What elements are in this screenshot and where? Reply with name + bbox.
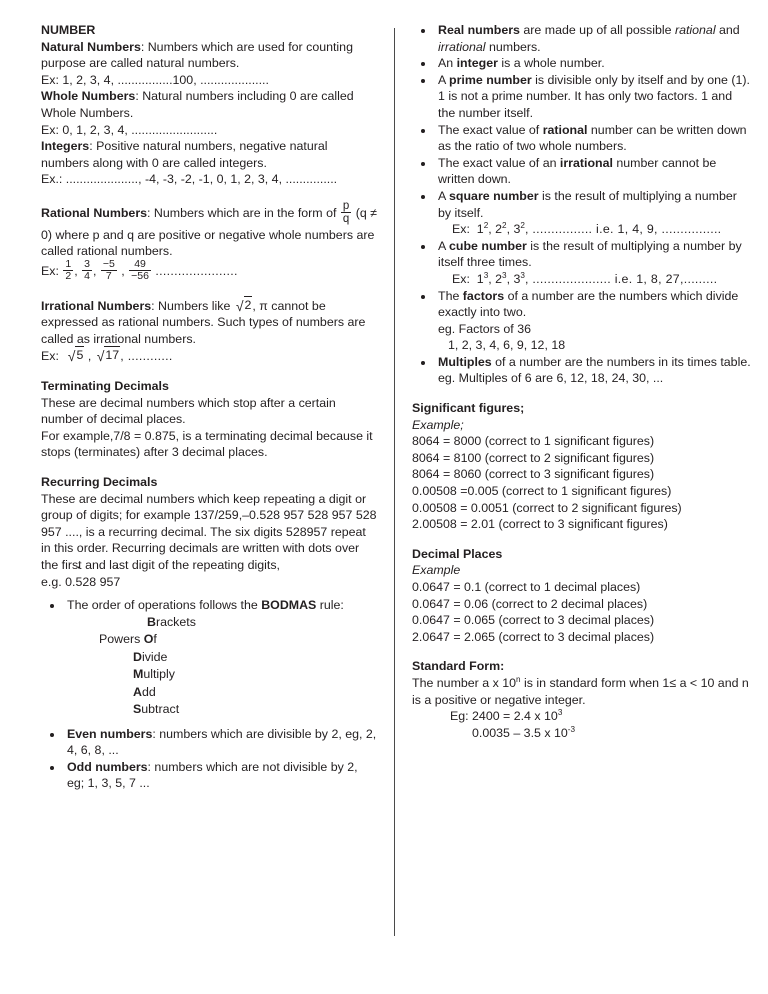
real-numbers-term: Real numbers — [438, 23, 520, 37]
spacer — [412, 645, 752, 658]
decimal-places-line: 0.0647 = 0.065 (correct to 3 decimal places) — [412, 613, 655, 628]
left-column — [41, 22, 377, 792]
terminating-decimals-example: For example,7/8 = 0.875, is a terminating decimal because it stops (terminates) after 3 decimal places. — [41, 428, 373, 460]
rational-example-label: Ex: — [41, 264, 59, 279]
significant-figures-line: 0.00508 = 0.0051 (correct to 2 significant figures) — [412, 500, 682, 515]
real-numbers-text-1: are made up of all possible — [519, 23, 675, 37]
cube-base-1: 1 — [476, 271, 484, 286]
square-number-bullet — [412, 188, 752, 238]
bodmas-initial: O — [143, 632, 154, 647]
significant-figures-line: 8064 = 8000 (correct to 1 significant figures) — [412, 434, 655, 449]
spacer — [412, 387, 752, 400]
cube-exponent: 3 — [483, 270, 489, 280]
integers-definition — [41, 138, 377, 171]
sqrt-5 — [66, 347, 85, 365]
square-text-2: is the result of multiplying a number by itself. — [438, 188, 737, 220]
decimal-places-line: 0.0647 = 0.06 (correct to 2 decimal places) — [412, 596, 648, 611]
fraction-numerator: 1 — [65, 257, 72, 270]
fraction-numerator: 3 — [84, 257, 90, 270]
square-number-example: Ex: $1^2$, $2^2$, $3^2$, ................ i.e. 1, 4, 9, ................ — [452, 221, 722, 237]
integers-example: Ex.: ....................., -4, -3, -2, -1, 0, 1, 2, 3, 4, ............... — [41, 172, 338, 187]
spacer — [412, 533, 752, 546]
prime-term: prime number — [449, 72, 532, 87]
left-bullet-list — [41, 597, 377, 614]
standard-form-text-2: is in standard form when 1≤ a < 10 and n is a positive or negative integer. — [412, 675, 749, 707]
factors-bullet — [412, 288, 752, 354]
column-divider — [394, 28, 395, 936]
radical-sign: √ — [67, 348, 76, 365]
bodmas-bullet — [41, 597, 377, 614]
standard-form-example-2-text: 0.0035 – 3.5 x 10 — [472, 725, 568, 740]
bodmas-list — [41, 614, 377, 719]
fraction-denominator: q — [342, 213, 350, 226]
significant-figures-line: 2.00508 = 2.01 (correct to 3 significant figures) — [412, 517, 668, 532]
bodmas-rest: f — [153, 632, 157, 647]
bodmas-rest: ultiply — [143, 667, 176, 682]
odd-numbers-text: : numbers which are not divisible by 2, eg; 1, 3, 5, 7 ... — [67, 759, 358, 791]
radicand: 5 — [76, 348, 84, 363]
multiples-bullet — [412, 354, 752, 387]
factors-term: factors — [462, 288, 505, 303]
fraction-1-2 — [63, 259, 73, 283]
fraction-denominator: −56 — [131, 270, 149, 283]
prime-text-1: A — [438, 72, 450, 87]
square-term: square number — [449, 188, 539, 203]
recurring-decimals-heading: Recurring Decimals — [41, 474, 158, 489]
cube-example-dots: , ..................... i.e. 1, 8, 27,......... — [524, 271, 718, 286]
cube-number-bullet — [412, 238, 752, 288]
odd-numbers-term: Odd numbers — [67, 759, 148, 774]
bodmas-acronym: BODMAS — [261, 598, 317, 613]
bodmas-initial: B — [147, 614, 156, 629]
multiples-text: of a number are the numbers in its times table. — [491, 354, 751, 369]
overdot-first-digit: 5 • — [75, 574, 82, 591]
irrational-numbers-text-1: : Numbers like — [151, 298, 231, 313]
fraction-numerator: −5 — [102, 257, 115, 270]
irrational-example-label: Ex: — [41, 349, 59, 364]
right-bullet-list — [412, 22, 752, 387]
square-text-1: A — [438, 188, 450, 203]
fraction-3-4 — [82, 259, 92, 283]
square-base-3: 3 — [513, 222, 521, 237]
bodmas-rest: ivide — [141, 649, 168, 664]
right-column — [412, 22, 752, 741]
standard-form-exponent-n: n — [516, 674, 521, 684]
sqrt-2 — [234, 297, 253, 315]
real-numbers-text-2: numbers. — [485, 39, 541, 54]
rational-value-text-2: number can be written down as the ratio of two whole numbers. — [438, 122, 747, 154]
bodmas-rest: rackets — [155, 614, 196, 629]
prime-number-bullet — [412, 72, 752, 122]
multiples-example: eg. Multiples of 6 are 6, 12, 18, 24, 30, ... — [438, 371, 664, 386]
rational-numbers-text-2: (q ≠ 0) where p and q are positive or negative whole numbers are called rational numbers. — [41, 206, 377, 259]
terminating-decimals-heading: Terminating Decimals — [41, 378, 169, 393]
natural-numbers-example: Ex: 1, 2, 3, 4, ................100, .................... — [41, 72, 269, 87]
natural-numbers-definition — [41, 39, 377, 72]
standard-form-heading: Standard Form: — [412, 659, 505, 674]
spacer — [41, 590, 377, 597]
spacer — [41, 284, 377, 297]
rational-value-bullet — [412, 122, 752, 155]
recurring-example-middle: 28 95 — [82, 574, 114, 589]
factors-text-1: The — [438, 288, 463, 303]
terminating-decimals-body: These are decimal numbers which stop after a certain number of decimal places. — [41, 395, 336, 427]
square-base-1: 1 — [476, 222, 484, 237]
square-exponent: 2 — [483, 221, 489, 230]
overdot-last-digit: 7 • — [113, 574, 120, 591]
standard-form-text-1: The number a x 10 — [412, 675, 517, 690]
natural-numbers-term: Natural Numbers — [41, 39, 141, 54]
bodmas-item-divide — [41, 649, 377, 667]
decimal-places-line: 0.0647 = 0.1 (correct to 1 decimal places) — [412, 580, 641, 594]
bodmas-initial: M — [133, 667, 144, 682]
square-example-label: Ex: — [452, 222, 470, 237]
fraction-denominator: 7 — [105, 270, 112, 283]
cube-exponent: 3 — [502, 270, 507, 280]
standard-form-body — [412, 675, 752, 708]
integer-bullet — [412, 55, 752, 72]
factors-example-list: 1, 2, 3, 4, 6, 9, 12, 18 — [448, 338, 566, 353]
irrational-term: irrational — [559, 155, 613, 170]
cube-example-label: Ex: — [452, 271, 470, 286]
bodmas-text-2: rule: — [316, 598, 344, 613]
fraction-minus5-7 — [101, 259, 117, 283]
rational-term: rational — [542, 122, 588, 137]
spacer — [41, 188, 377, 201]
significant-figures-example-label: Example; — [412, 417, 464, 432]
bodmas-text-1: The order of operations follows the — [67, 598, 262, 613]
significant-figures-line: 8064 = 8060 (correct to 3 significant figures) — [412, 467, 655, 482]
bodmas-initial: A — [133, 684, 142, 699]
bodmas-item-multiply — [41, 666, 377, 684]
spacer — [41, 461, 377, 474]
standard-form-example-1 — [412, 708, 752, 725]
standard-form-example-1-exponent: 3 — [557, 708, 563, 718]
significant-figures-line: 8064 = 8100 (correct to 2 significant figures) — [412, 450, 655, 465]
cube-base-2: 2 — [495, 271, 503, 286]
integer-text-2: is a whole number. — [497, 56, 605, 71]
whole-numbers-definition — [41, 88, 377, 121]
real-numbers-bullet — [412, 22, 752, 55]
even-numbers-bullet — [41, 726, 377, 759]
radicand: 2 — [244, 297, 252, 312]
fraction-49-minus56 — [129, 259, 151, 283]
decimal-places-example-label: Example — [412, 563, 461, 578]
rational-example-trailing-dots: ...................... — [155, 264, 238, 279]
multiples-term: Multiples — [438, 354, 492, 369]
irrational-example-trailing-dots: , ............ — [120, 349, 173, 364]
even-numbers-text: : numbers which are divisible by 2, eg, 2, 4, 6, 8, ... — [67, 726, 377, 758]
cube-exponent: 3 — [520, 270, 525, 280]
rational-numbers-example: Ex: $\frac{1}{2}$ , $\frac{3}{4}$ , $\frac{-5}{7}$ , $\frac{49}{-56}$ ...................... — [41, 257, 238, 283]
cube-text-1: A — [438, 238, 450, 253]
bodmas-rest: ubtract — [141, 702, 180, 717]
bodmas-item-brackets — [41, 614, 377, 632]
whole-numbers-text: : Natural numbers including 0 are called Whole Numbers. — [41, 89, 354, 120]
integer-term: integer — [456, 56, 498, 71]
rational-value-text-1: The exact value of — [438, 122, 543, 137]
whole-numbers-term: Whole Numbers — [41, 89, 136, 104]
natural-numbers-text: : Numbers which are used for counting purpose are called natural numbers. — [41, 39, 353, 71]
irrational-italic: irrational — [438, 39, 486, 54]
irrational-numbers-term: Irrational Numbers — [41, 298, 152, 313]
rational-numbers-definition — [41, 201, 377, 260]
parity-bullet-list — [41, 726, 377, 792]
significant-figures-heading: Significant figures; — [412, 401, 525, 416]
bodmas-item-powers-of — [41, 631, 377, 649]
cube-base-3: 3 — [513, 271, 521, 286]
factors-text-2: of a number are the numbers which divide exactly into two. — [438, 288, 739, 320]
page-title: NUMBER — [41, 23, 96, 37]
decimal-places-heading: Decimal Places — [412, 546, 503, 561]
square-exponent: 2 — [502, 221, 507, 230]
cube-text-2: is the result of multiplying a number by itself three times. — [438, 238, 742, 270]
square-example-dots: , ................ i.e. 1, 4, 9, ................ — [524, 222, 722, 237]
sqrt-17 — [95, 347, 120, 365]
rational-numbers-text-1: : Numbers which are in the form of — [147, 206, 337, 221]
radical-sign: √ — [235, 297, 244, 314]
bodmas-initial: S — [133, 702, 142, 717]
rational-numbers-term: Rational Numbers — [41, 206, 148, 221]
fraction-denominator: 4 — [84, 270, 90, 283]
irrational-value-text-1: The exact value of an — [438, 155, 560, 170]
standard-form-example-2 — [412, 725, 752, 742]
fraction-denominator: 2 — [65, 270, 72, 283]
factors-example-label: eg. Factors of 36 — [438, 321, 531, 336]
bodmas-rest: dd — [141, 684, 156, 699]
recurring-example-prefix: e.g. 0. — [41, 574, 76, 589]
radicand: 17 — [105, 348, 120, 363]
whole-numbers-example: Ex: 0, 1, 2, 3, 4, ......................... — [41, 122, 218, 137]
recurring-decimals-example — [41, 574, 377, 591]
odd-numbers-bullet — [41, 759, 377, 792]
bodmas-prefix: Powers — [99, 632, 144, 647]
irrational-value-text-2: number cannot be written down. — [438, 155, 717, 187]
rational-italic: rational — [674, 23, 716, 37]
irrational-value-bullet — [412, 155, 752, 188]
radical-sign: √ — [96, 348, 105, 365]
bodmas-item-subtract — [41, 701, 377, 719]
square-base-2: 2 — [495, 222, 503, 237]
real-numbers-and: and — [715, 23, 740, 37]
cube-number-example: Ex: $1^3$, $2^3$, $3^3$, ..................... i.e. 1, 8, 27,......... — [452, 270, 718, 286]
cube-term: cube number — [449, 238, 527, 253]
significant-figures-line: 0.00508 =0.005 (correct to 1 significant figures) — [412, 484, 672, 499]
prime-text-2: is divisible only by itself and by one (1). 1 is not a prime number. It has only two factors. 1 and the number itself. — [438, 72, 750, 120]
standard-form-example-1-text: Eg: 2400 = 2.4 x 10 — [450, 709, 558, 724]
decimal-places-line: 2.0647 = 2.065 (correct to 3 decimal places) — [412, 629, 655, 644]
integers-term: Integers — [41, 139, 90, 154]
spacer — [41, 719, 377, 726]
fraction-p-over-q — [341, 200, 351, 226]
irrational-numbers-example: Ex: √5 , √17, ............ — [41, 348, 173, 365]
fraction-numerator: 49 — [129, 259, 151, 271]
standard-form-example-2-exponent: -3 — [567, 724, 576, 734]
integer-text-1: An — [438, 56, 457, 71]
irrational-numbers-text-2: , π cannot be expressed as rational numbers. Such types of numbers are called as irrational numbers. — [41, 298, 366, 346]
fraction-numerator: p — [342, 199, 350, 212]
irrational-numbers-definition — [41, 297, 377, 348]
bodmas-initial: D — [133, 649, 142, 664]
integers-text: : Positive natural numbers, negative natural numbers along with 0 are called integers. — [41, 139, 328, 170]
bodmas-item-add — [41, 684, 377, 702]
square-exponent: 2 — [520, 221, 525, 230]
even-numbers-term: Even numbers — [67, 726, 153, 741]
spacer — [41, 365, 377, 378]
recurring-decimals-body: These are decimal numbers which keep repeating a digit or group of digits; for example 137/259,–0.528 957 528 957 528 957 ...., is a recurring decimal. The six digits 528957 repeat in this order. Recurring decimals are written with dots over the first and last digit of the repeating digits, — [41, 491, 377, 572]
